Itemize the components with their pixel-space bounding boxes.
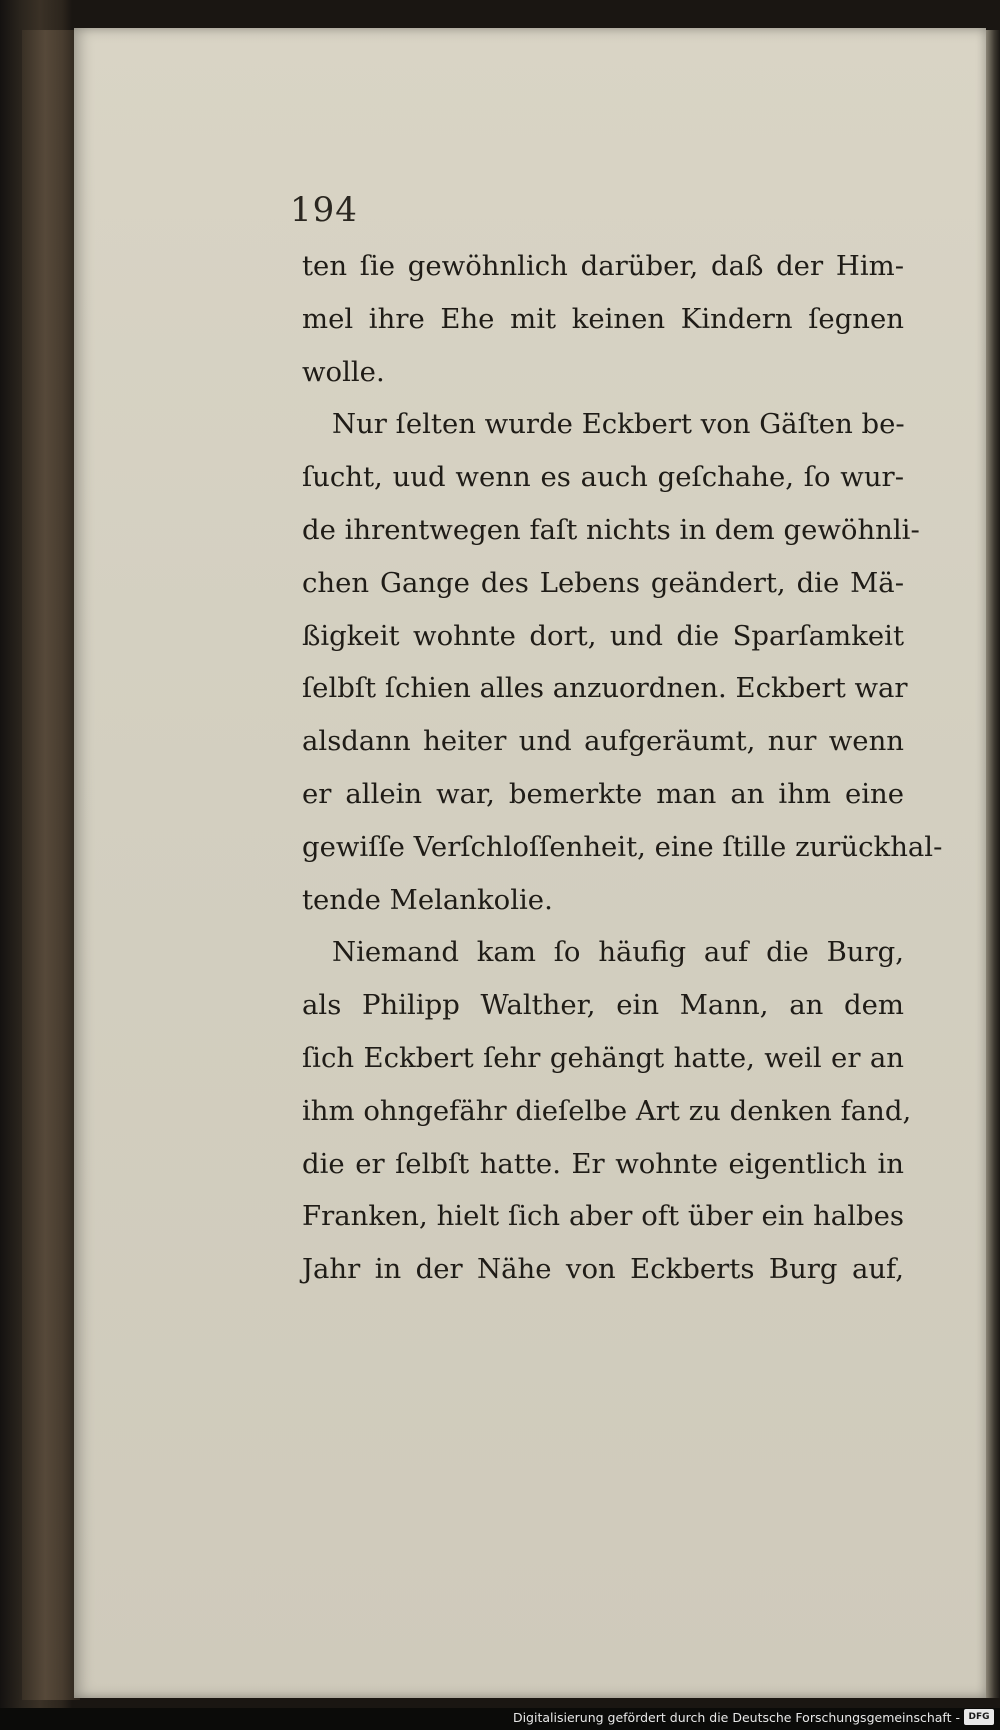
text-line: die er ſelbſt hatte. Er wohnte eigentlich in bbox=[302, 1147, 904, 1180]
text-line: ſucht, uud wenn es auch geſchahe, ſo wur- bbox=[302, 461, 904, 494]
page-edge bbox=[986, 30, 1000, 1698]
body-text bbox=[302, 240, 943, 1296]
text-line: Franken, hielt ſich aber oft über ein halbes bbox=[302, 1200, 904, 1233]
text-line: wolle. bbox=[302, 355, 385, 388]
text-line: ſich Eckbert ſehr gehängt hatte, weil er an bbox=[302, 1041, 904, 1074]
text-line: ſelbſt ſchien alles anzuordnen. Eckbert war bbox=[302, 672, 908, 705]
text-line: ihm ohngefähr dieſelbe Art zu denken fand, bbox=[302, 1094, 912, 1127]
text-line: als Philipp Walther, ein Mann, an dem bbox=[302, 989, 904, 1022]
page-number: 194 bbox=[290, 190, 358, 230]
text-line: Niemand kam ſo häufig auf die Burg, bbox=[332, 936, 904, 969]
dfg-logo: DFG bbox=[964, 1709, 994, 1725]
text-line: ten ſie gewöhnlich darüber, daß der Him- bbox=[302, 250, 904, 282]
text-line: Nur ſelten wurde Eckbert von Gäſten be- bbox=[332, 408, 905, 441]
book-spine bbox=[22, 30, 80, 1700]
text-line: mel ihre Ehe mit keinen Kindern ſegnen bbox=[302, 302, 904, 335]
text-line: er allein war, bemerkte man an ihm eine bbox=[302, 777, 904, 810]
text-line: chen Gange des Lebens geändert, die Mä- bbox=[302, 566, 904, 599]
text-line: tende Melankolie. bbox=[302, 883, 553, 916]
text-line: gewiſſe Verſchloſſenheit, eine ſtille zurückhal- bbox=[302, 830, 943, 863]
text-line: de ihrentwegen faſt nichts in dem gewöhnli- bbox=[302, 513, 920, 546]
text-line: alsdann heiter und aufgeräumt, nur wenn bbox=[302, 725, 904, 758]
text-line: Jahr in der Nähe von Eckberts Burg auf, bbox=[302, 1253, 904, 1286]
text-line: ßigkeit wohnte dort, und die Sparſamkeit bbox=[302, 619, 904, 652]
footer-credit: Digitalisierung gefördert durch die Deutsche Forschungsgemeinschaft - bbox=[512, 1710, 960, 1725]
